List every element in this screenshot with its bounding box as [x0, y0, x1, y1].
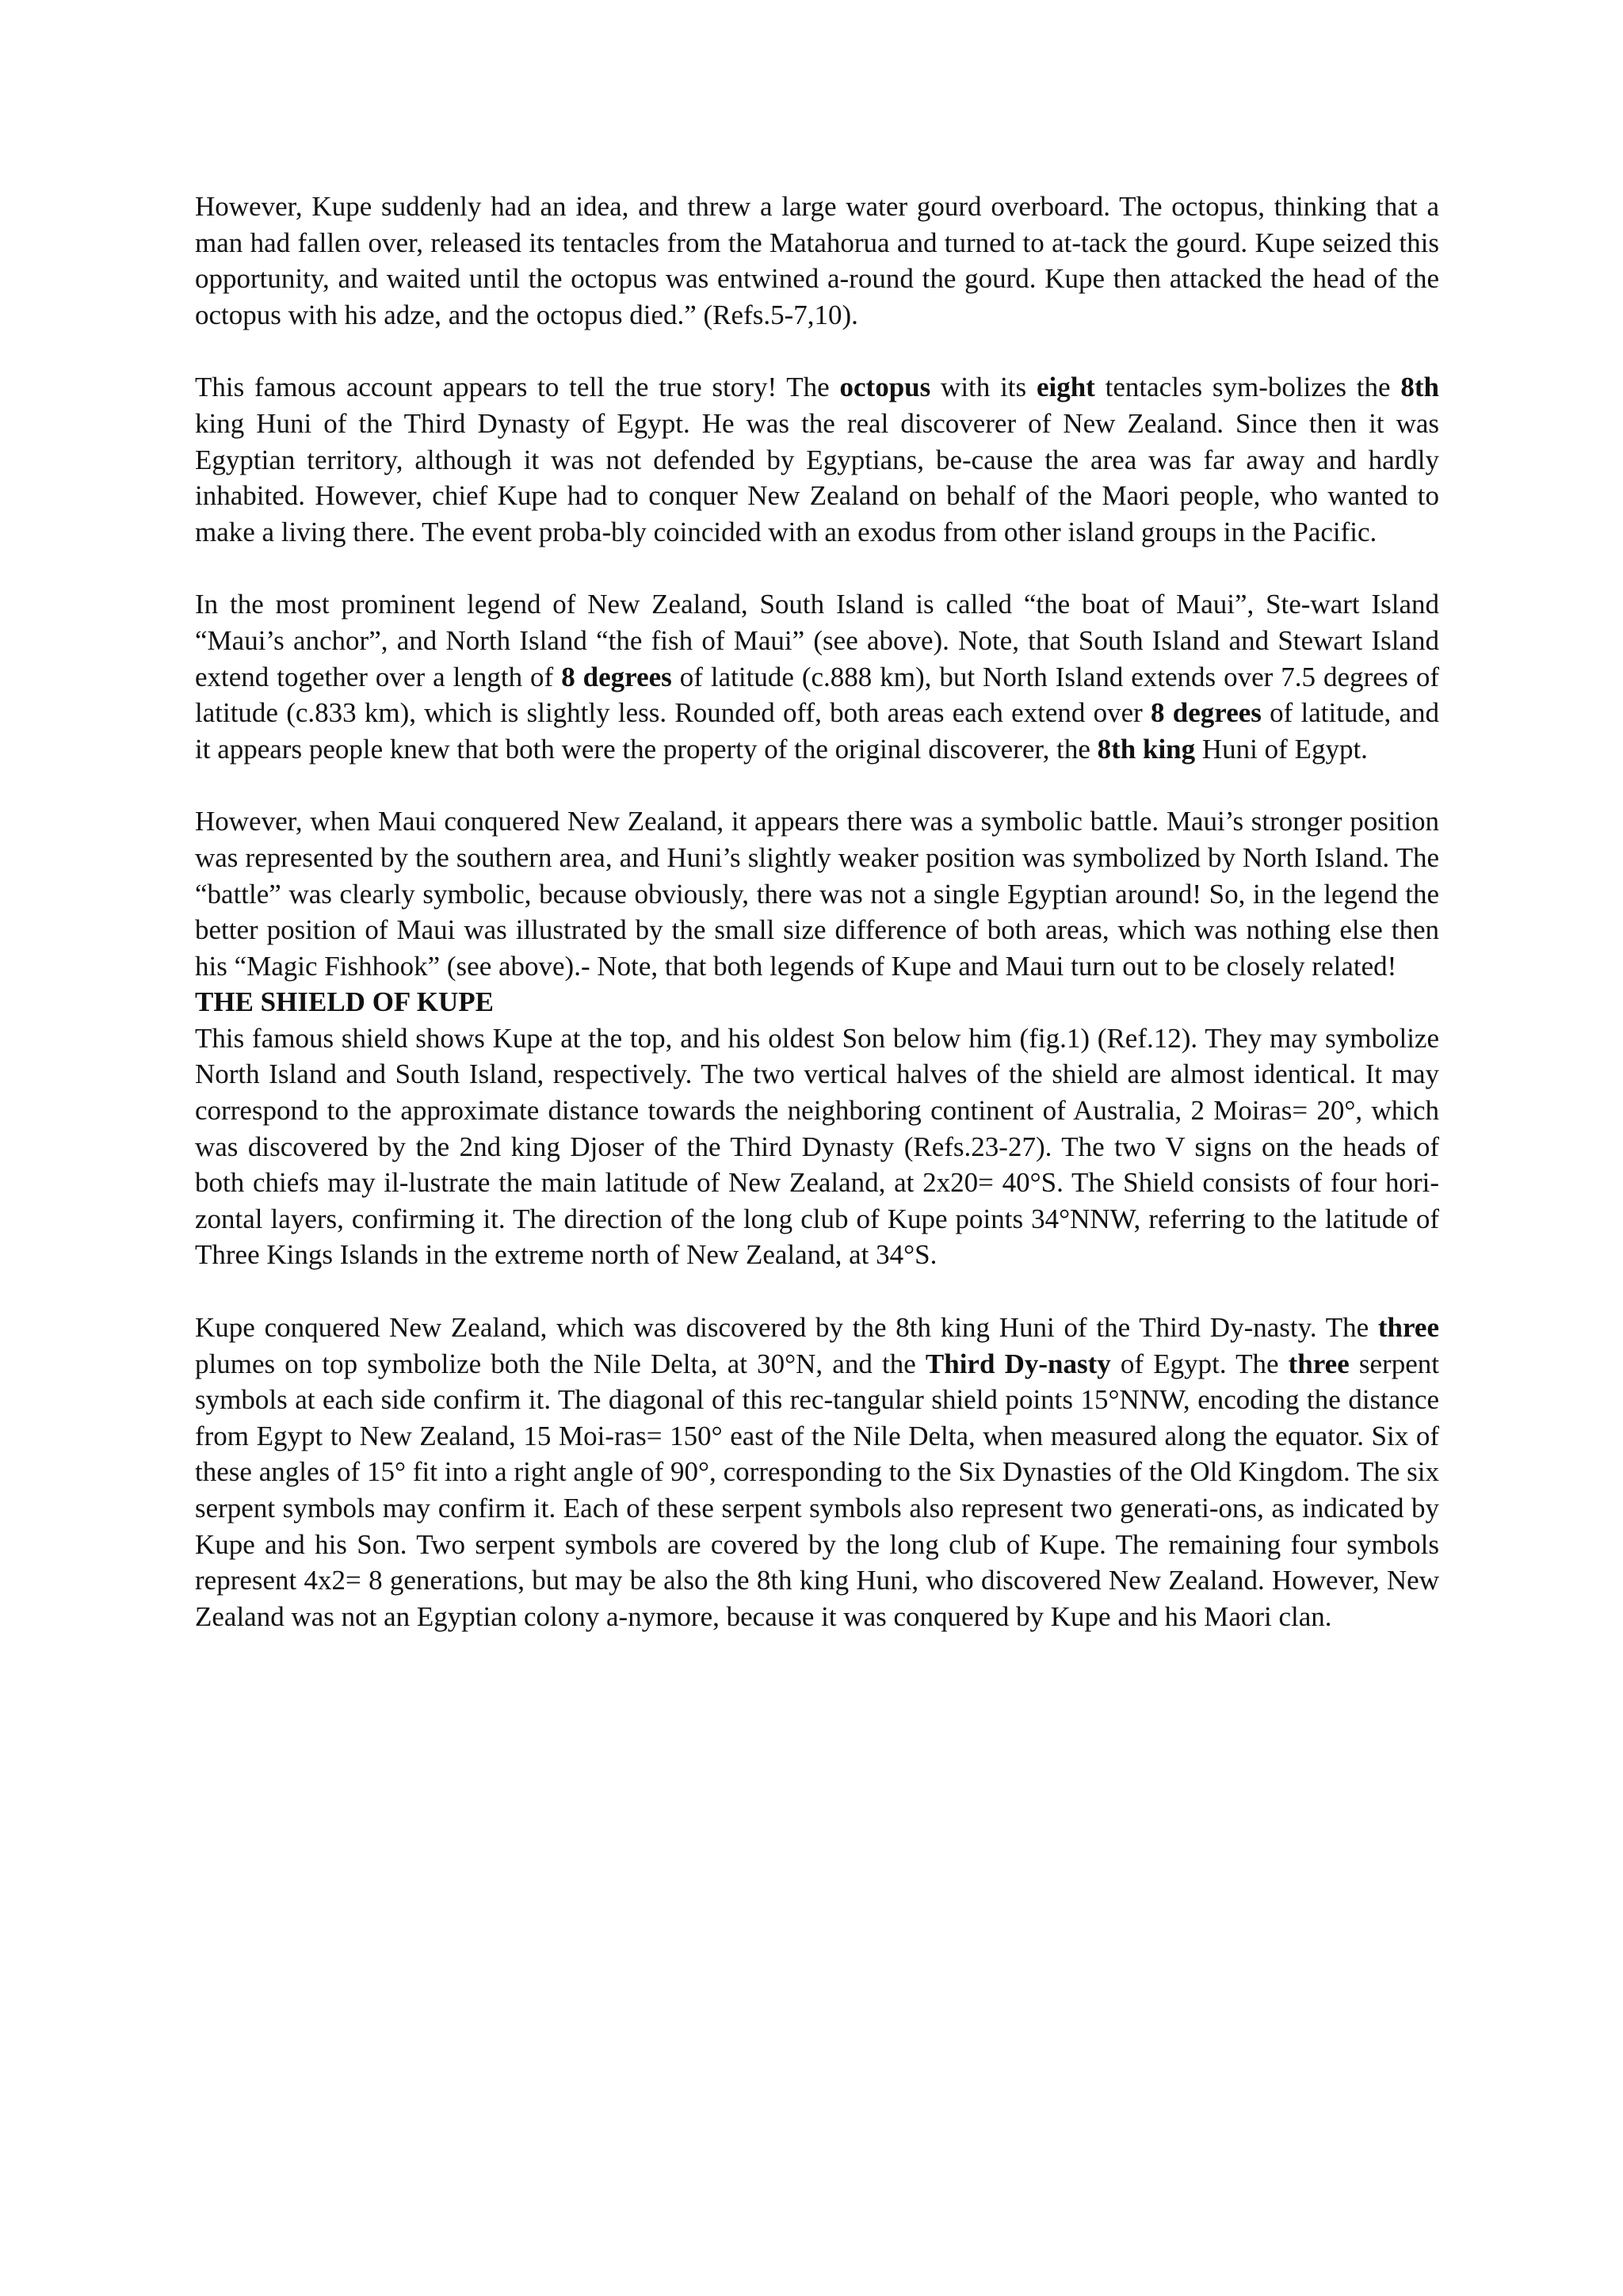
paragraph-p1 [195, 189, 1439, 333]
text-run: with its [930, 372, 1037, 403]
text-run: plumes on top symbolize both the Nile Delta, at 30°N, and the [195, 1348, 926, 1379]
text-run: However, when Maui conquered New Zealand, it appears there was a symbolic battle. Maui’s stronger position was represented by the southern area, and Huni’s slightly weaker position was symbolized by North Island. The “battle” was clearly symbolic, because obviously, there was not a single Egyptian around! So, in the legend the better position of Maui was illustrated by the small size difference of both areas, which was nothing else then his “Magic Fishhook” (see above).- Note, that both legends of Kupe and Maui turn out to be closely related! [195, 806, 1439, 982]
bold-text: 8th [1400, 372, 1439, 403]
text-run: of Egypt. The [1110, 1348, 1289, 1379]
text-run: serpent symbols at each side confirm it. The diagonal of this rec-tangular shield points 15°NNW, encoding the distance from Egypt to New Zealand, 15 Moi-ras= 150° east of the Nile Delta, when measured along the equator. Six of these angles of 15° fit into a right angle of 90°, corresponding to the Six Dynasties of the Old Kingdom. The six serpent symbols may confirm it. Each of these serpent symbols also represent two generati-ons, as indicated by Kupe and his Son. Two serpent symbols are covered by the long club of Kupe. The remaining four symbols represent 4x2= 8 generations, but may be also the 8th king Huni, who discovered New Zealand. However, New Zealand was not an Egyptian colony a-nymore, because it was conquered by Kupe and his Maori clan. [195, 1348, 1439, 1632]
bold-text: three [1377, 1312, 1439, 1344]
bold-text: 8th king [1097, 733, 1196, 765]
bold-text: three [1288, 1348, 1350, 1379]
text-run: of latitude, and it appears people knew that both were the property of the original discoverer, the [195, 697, 1440, 765]
paragraph-p2 [195, 369, 1439, 550]
paragraph-p6 [195, 1310, 1439, 1634]
paragraph-p4 [195, 803, 1439, 984]
text-run: Kupe conquered New Zealand, which was discovered by the 8th king Huni of the Third Dy-nasty. The [195, 1312, 1378, 1344]
bold-text: 8 degrees [561, 661, 672, 692]
text-run: tentacles sym-bolizes the [1094, 372, 1401, 403]
text-run: king Huni of the Third Dynasty of Egypt. He was the real discoverer of New Zealand. Since then it was Egyptian territory, although it was not defended by Egyptians, be-cause the area was far away and hardly inhabited. However, chief Kupe had to conquer New Zealand on behalf of the Maori people, who wanted to make a living there. The event proba-bly coincided with an exodus from other island groups in the Pacific. [195, 407, 1439, 547]
paragraph-p3 [195, 586, 1439, 767]
paragraph-p5 [195, 1020, 1439, 1273]
shield-section [195, 1020, 1439, 1635]
text-run: This famous account appears to tell the true story! The [195, 372, 840, 403]
bold-text: octopus [839, 372, 931, 403]
bold-text: eight [1036, 372, 1095, 403]
section-heading: THE SHIELD OF KUPE [195, 986, 494, 1018]
text-run: This famous shield shows Kupe at the top, and his oldest Son below him (fig.1) (Ref.12). They may symbolize North Island and South Island, respectively. The two vertical halves of the shield are almost identical. It may correspond to the approximate distance towards the neighboring continent of Australia, 2 Moiras= 20°, which was discovered by the 2nd king Djoser of the Third Dynasty (Refs.23-27). The two V signs on the heads of both chiefs may il-lustrate the main latitude of New Zealand, at 2x20= 40°S. The Shield consists of four hori-zontal layers, confirming it. The direction of the long club of Kupe points 34°NNW, referring to the latitude of Three Kings Islands in the extreme north of New Zealand, at 34°S. [195, 1022, 1439, 1271]
text-run: However, Kupe suddenly had an idea, and threw a large water gourd overboard. The octopus, thinking that a man had fallen over, released its tentacles from the Matahorua and turned to at-tack the gourd. Kupe seized this opportunity, and waited until the octopus was entwined a-round the gourd. Kupe then attacked the head of the octopus with his adze, and the octopus died.” (Refs.5-7,10). [195, 191, 1439, 330]
bold-text: 8 degrees [1151, 697, 1262, 729]
document-page [195, 189, 1439, 1634]
bold-text: Third Dy-nasty [925, 1348, 1111, 1379]
text-run: of latitude (c.888 km), but North Island extends over 7.5 degrees of latitude (c.833 km), which is slightly less. Rounded off, both areas each extend over [195, 661, 1439, 729]
text-run: In the most prominent legend of New Zealand, South Island is called “the boat of Maui”, Ste-wart Island “Maui’s anchor”, and North Island “the fish of Maui” (see above). Note, that South Island and Stewart Island extend together over a length of [195, 589, 1439, 692]
text-run: Huni of Egypt. [1195, 733, 1368, 765]
intro-section [195, 189, 1439, 984]
